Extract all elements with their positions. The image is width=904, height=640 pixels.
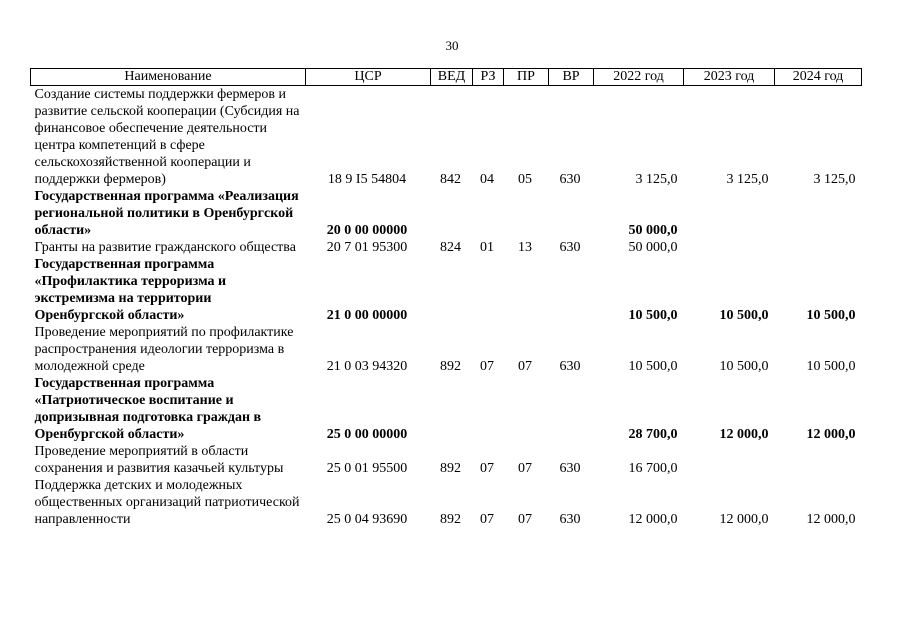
table-row xyxy=(31,375,862,443)
row-2023 xyxy=(684,443,775,477)
row-2024: 10 500,0 xyxy=(806,308,856,323)
row-2023 xyxy=(684,188,775,239)
row-name: Государственная программа «Патриотическое воспитание и допризывная подготовка граждан в Оренбургской области» xyxy=(34,376,262,442)
table-row xyxy=(31,324,862,375)
row-2022: 10 500,0 xyxy=(628,308,678,323)
table-row xyxy=(31,239,862,256)
row-csr: 25 0 04 93690 xyxy=(326,512,408,527)
row-csr: 21 0 00 00000 xyxy=(326,308,408,323)
row-rz xyxy=(473,375,504,443)
header-pr: ПР xyxy=(504,69,549,86)
header-2022: 2022 год xyxy=(594,69,684,86)
header-name: Наименование xyxy=(31,69,306,86)
table-row xyxy=(31,188,862,239)
row-vr: 630 xyxy=(559,461,581,476)
row-pr: 07 xyxy=(518,461,532,476)
header-vr: ВР xyxy=(549,69,594,86)
header-csr: ЦСР xyxy=(306,69,431,86)
row-csr: 25 0 00 00000 xyxy=(326,427,408,442)
row-ved: 892 xyxy=(440,512,461,527)
row-name: Проведение мероприятий по профилактике распространения идеологии терроризма в молодежной среде xyxy=(34,325,294,374)
row-csr: 20 0 00 00000 xyxy=(326,223,408,238)
row-rz xyxy=(473,188,504,239)
row-vr xyxy=(549,256,594,324)
row-2022: 3 125,0 xyxy=(635,172,678,187)
row-name: Проведение мероприятий в области сохранения и развития казачьей культуры xyxy=(34,444,284,476)
row-csr: 21 0 03 94320 xyxy=(326,359,408,374)
row-ved: 892 xyxy=(440,461,461,476)
row-2023 xyxy=(684,239,775,256)
table-row xyxy=(31,256,862,324)
row-2022: 50 000,0 xyxy=(628,240,678,255)
row-ved xyxy=(431,256,473,324)
table-row xyxy=(31,477,862,528)
header-ved: ВЕД xyxy=(431,69,473,86)
row-2024: 12 000,0 xyxy=(806,427,856,442)
row-2024 xyxy=(775,443,862,477)
row-2022: 12 000,0 xyxy=(628,512,678,527)
row-2023: 3 125,0 xyxy=(726,172,769,187)
row-name: Государственная программа «Профилактика терроризма и экстремизма на территории Оренбургской области» xyxy=(34,257,227,323)
row-name: Гранты на развитие гражданского общества xyxy=(34,240,296,255)
row-2022: 16 700,0 xyxy=(628,461,678,476)
header-2024: 2024 год xyxy=(775,69,862,86)
row-2022: 10 500,0 xyxy=(628,359,678,374)
row-ved xyxy=(431,188,473,239)
row-name: Создание системы поддержки фермеров и развитие сельской кооперации (Субсидия на финансовое обеспечение деятельности центра компетенций в сфере сельскохозяйственной кооперации и поддержки фермеров) xyxy=(34,87,300,187)
row-rz: 04 xyxy=(480,172,494,187)
row-pr xyxy=(504,256,549,324)
row-2024: 10 500,0 xyxy=(806,359,856,374)
table-row xyxy=(31,86,862,189)
row-csr: 25 0 01 95500 xyxy=(326,461,408,476)
row-pr: 07 xyxy=(518,512,532,527)
row-rz: 01 xyxy=(480,240,494,255)
row-rz: 07 xyxy=(480,512,494,527)
row-rz: 07 xyxy=(480,461,494,476)
row-pr xyxy=(504,188,549,239)
page-number: 30 xyxy=(445,38,459,53)
row-name: Государственная программа «Реализация региональной политики в Оренбургской области» xyxy=(34,189,299,238)
row-2023: 10 500,0 xyxy=(719,308,769,323)
row-pr: 13 xyxy=(518,240,532,255)
row-2023: 10 500,0 xyxy=(719,359,769,374)
row-2022: 50 000,0 xyxy=(628,223,678,238)
row-vr: 630 xyxy=(559,172,581,187)
row-vr xyxy=(549,188,594,239)
row-2023: 12 000,0 xyxy=(719,427,769,442)
row-vr: 630 xyxy=(559,240,581,255)
table-header-row xyxy=(31,69,862,86)
row-csr: 20 7 01 95300 xyxy=(326,240,408,255)
row-vr xyxy=(549,375,594,443)
budget-table xyxy=(30,68,862,528)
row-2024: 12 000,0 xyxy=(806,512,856,527)
table-row xyxy=(31,443,862,477)
row-vr: 630 xyxy=(559,359,581,374)
row-2024: 3 125,0 xyxy=(813,172,856,187)
header-rz: РЗ xyxy=(473,69,504,86)
row-name: Поддержка детских и молодежных общественных организаций патриотической направленности xyxy=(34,478,300,527)
row-rz: 07 xyxy=(480,359,494,374)
header-2023: 2023 год xyxy=(684,69,775,86)
row-2022: 28 700,0 xyxy=(628,427,678,442)
row-ved: 892 xyxy=(440,359,461,374)
row-2024 xyxy=(775,239,862,256)
row-2023: 12 000,0 xyxy=(719,512,769,527)
row-ved: 842 xyxy=(440,172,461,187)
row-pr: 05 xyxy=(518,172,532,187)
row-2024 xyxy=(775,188,862,239)
row-pr xyxy=(504,375,549,443)
row-ved xyxy=(431,375,473,443)
row-vr: 630 xyxy=(559,512,581,527)
row-rz xyxy=(473,256,504,324)
row-csr: 18 9 I5 54804 xyxy=(327,172,407,187)
row-pr: 07 xyxy=(518,359,532,374)
row-ved: 824 xyxy=(440,240,461,255)
